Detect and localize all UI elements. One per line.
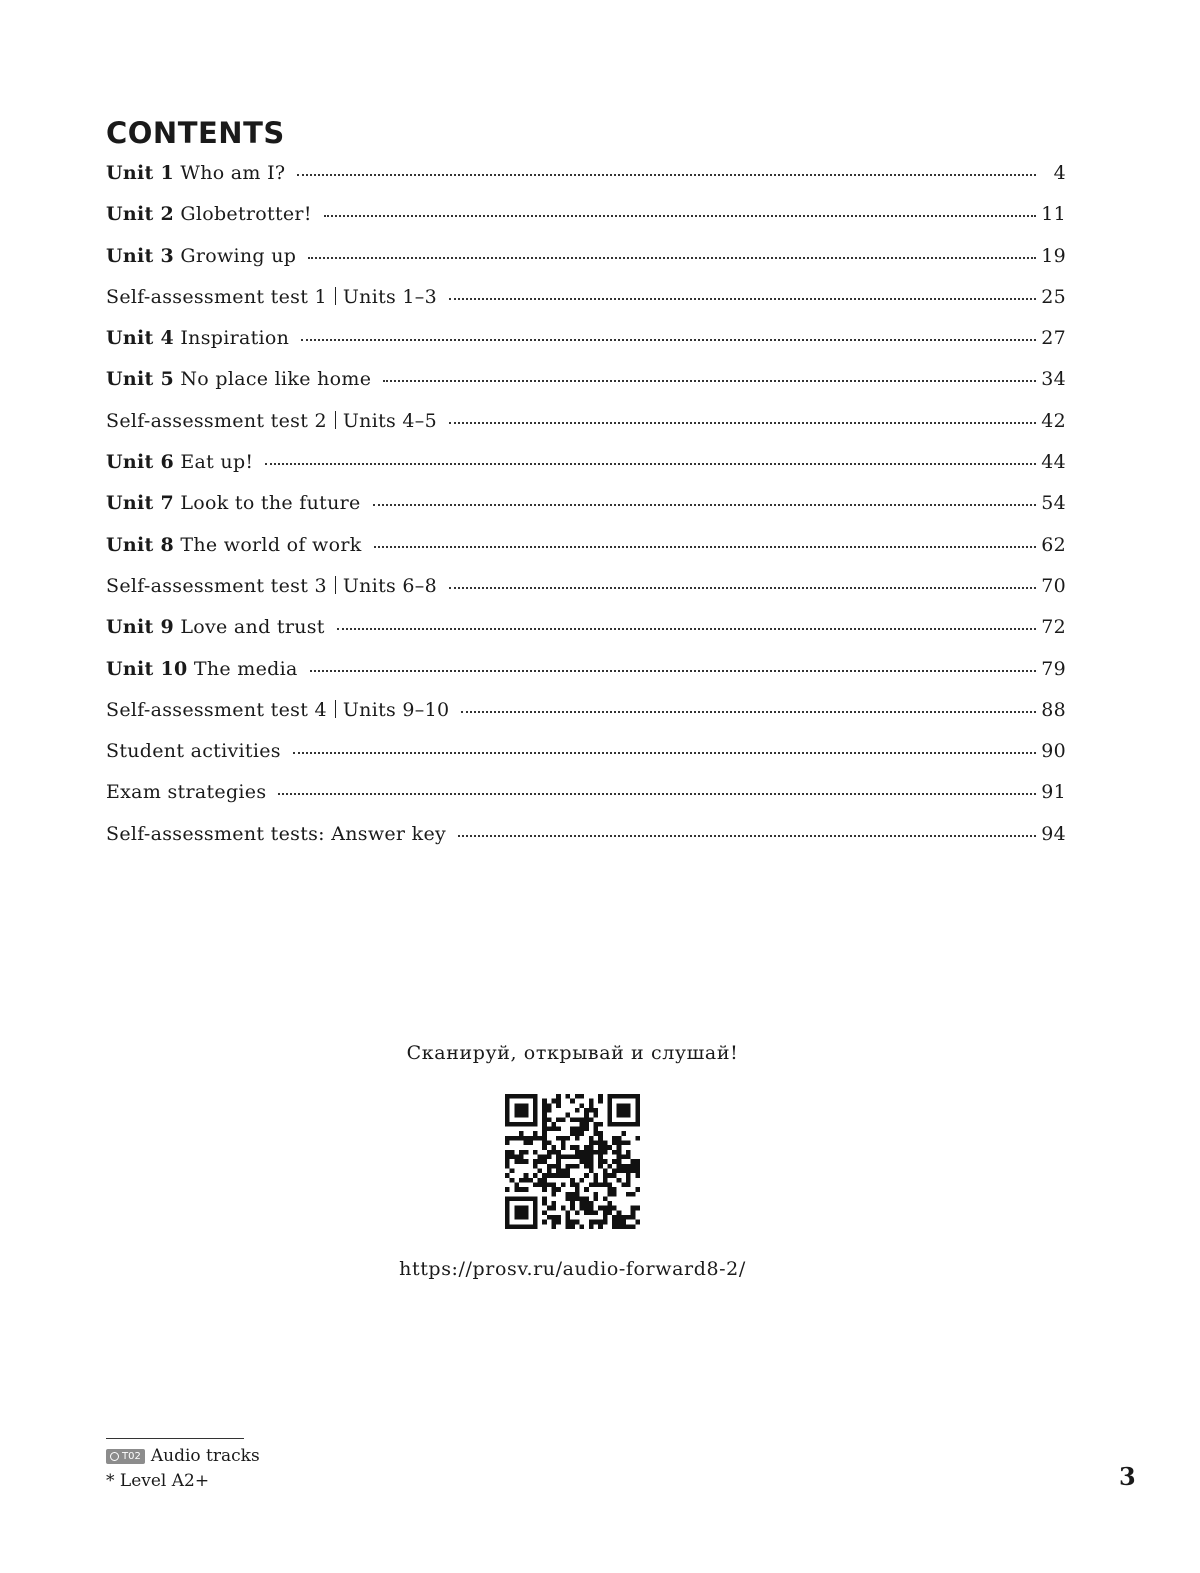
toc-unit-number: Unit 3: [106, 244, 175, 267]
toc-unit-number: Unit 10: [106, 657, 188, 680]
toc-separator: [335, 411, 336, 429]
toc-entry: [106, 492, 361, 514]
toc-entry-units: Units 9–10: [342, 698, 450, 721]
toc-row[interactable]: [106, 823, 1066, 864]
footnote-divider: [106, 1438, 244, 1439]
toc-row[interactable]: [106, 368, 1066, 409]
toc-entry-title: Look to the future: [180, 492, 361, 515]
toc-entry-title: Self-assessment test 3: [106, 574, 327, 597]
toc-entry-title: Eat up!: [180, 451, 254, 474]
toc-page-number: 72: [1041, 616, 1066, 639]
toc-row[interactable]: [106, 781, 1066, 822]
toc-entry: [106, 781, 266, 803]
toc-unit-number: Unit 7: [106, 492, 175, 515]
toc-entry-title: No place like home: [180, 368, 372, 391]
toc-entry-title: The world of work: [180, 533, 362, 556]
toc-entry: [106, 534, 362, 556]
toc-separator: [335, 576, 336, 594]
toc-entry: [106, 162, 285, 184]
toc-row[interactable]: [106, 740, 1066, 781]
toc-entry-units: Units 4–5: [342, 409, 437, 432]
toc-page-number: 34: [1041, 368, 1066, 391]
toc-dot-leader: [293, 750, 1036, 754]
audio-badge-label: T02: [122, 1450, 141, 1462]
toc-row[interactable]: [106, 575, 1066, 616]
toc-entry: [106, 203, 312, 225]
toc-row[interactable]: [106, 410, 1066, 451]
toc-dot-leader: [308, 255, 1036, 259]
toc-entry: [106, 740, 281, 762]
toc-page-number: 19: [1041, 244, 1066, 267]
audio-tracks-label: Audio tracks: [150, 1446, 260, 1466]
toc-unit-number: Unit 1: [106, 162, 175, 184]
toc-entry-units: Units 1–3: [342, 285, 437, 308]
toc-unit-number: Unit 6: [106, 451, 175, 474]
toc-row[interactable]: [106, 699, 1066, 740]
toc-page-number: 44: [1041, 451, 1066, 474]
toc-entry: [106, 699, 449, 721]
toc-entry: [106, 575, 437, 597]
toc-dot-leader: [374, 544, 1036, 548]
toc-page-number: 88: [1041, 698, 1066, 721]
toc-page-number: 79: [1041, 657, 1066, 680]
qr-code-icon[interactable]: [505, 1094, 640, 1229]
toc-page-number: 54: [1041, 492, 1066, 515]
toc-page-number: 91: [1041, 781, 1066, 804]
toc-row[interactable]: [106, 451, 1066, 492]
toc-dot-leader: [449, 585, 1036, 589]
toc-entry-title: Exam strategies: [106, 781, 267, 804]
toc-page-number: 42: [1041, 409, 1066, 432]
toc-dot-leader: [449, 296, 1036, 300]
toc-dot-leader: [310, 668, 1036, 672]
page-title: CONTENTS: [106, 116, 285, 150]
level-note: * Level A2+: [106, 1471, 210, 1491]
toc-unit-number: Unit 4: [106, 327, 175, 350]
toc-page-number: 25: [1041, 285, 1066, 308]
toc-row[interactable]: [106, 203, 1066, 244]
toc-entry-title: Who am I?: [180, 162, 286, 184]
toc-entry: [106, 245, 296, 267]
toc-entry-title: Student activities: [106, 740, 281, 763]
toc-dot-leader: [373, 502, 1036, 506]
toc-row[interactable]: [106, 492, 1066, 533]
toc-entry-title: Self-assessment tests: Answer key: [106, 822, 447, 845]
audio-tracks-note: [106, 1446, 260, 1466]
toc-entry: [106, 368, 371, 390]
toc-entry-title: Self-assessment test 4: [106, 698, 327, 721]
toc-page-number: 62: [1041, 533, 1066, 556]
toc-entry-title: Love and trust: [180, 616, 325, 639]
audio-badge: [106, 1449, 145, 1464]
toc-dot-leader: [458, 833, 1036, 837]
toc-entry-title: The media: [193, 657, 298, 680]
page-number: 3: [1119, 1462, 1136, 1491]
toc-page-number: 94: [1041, 822, 1066, 845]
toc-row[interactable]: [106, 162, 1066, 203]
audio-url-link[interactable]: https://prosv.ru/audio-forward8-2/: [399, 1258, 746, 1280]
toc-row[interactable]: [106, 286, 1066, 327]
toc-row[interactable]: [106, 245, 1066, 286]
toc-row[interactable]: [106, 616, 1066, 657]
toc-row[interactable]: [106, 658, 1066, 699]
toc-dot-leader: [337, 626, 1036, 630]
table-of-contents: [106, 162, 1066, 864]
toc-entry: [106, 327, 289, 349]
toc-dot-leader: [383, 378, 1036, 382]
toc-dot-leader: [265, 461, 1036, 465]
toc-entry: [106, 451, 253, 473]
toc-entry: [106, 410, 437, 432]
disc-icon: [110, 1452, 119, 1461]
toc-row[interactable]: [106, 327, 1066, 368]
toc-entry-title: Inspiration: [180, 327, 290, 350]
toc-entry-units: Units 6–8: [342, 574, 437, 597]
toc-separator: [335, 700, 336, 718]
toc-entry-title: Self-assessment test 2: [106, 409, 327, 432]
toc-entry: [106, 286, 437, 308]
toc-page-number: 70: [1041, 574, 1066, 597]
toc-entry-title: Self-assessment test 1: [106, 285, 327, 308]
scan-caption: Сканируй, открывай и слушай!: [406, 1042, 739, 1064]
toc-dot-leader: [301, 337, 1036, 341]
toc-entry: [106, 658, 298, 680]
toc-unit-number: Unit 5: [106, 368, 175, 391]
toc-dot-leader: [324, 213, 1036, 217]
toc-unit-number: Unit 8: [106, 533, 175, 556]
toc-page-number: 27: [1041, 327, 1066, 350]
toc-unit-number: Unit 9: [106, 616, 175, 639]
toc-page-number: 4: [1053, 162, 1066, 184]
toc-dot-leader: [297, 172, 1036, 176]
toc-row[interactable]: [106, 534, 1066, 575]
toc-entry-title: Growing up: [180, 244, 297, 267]
toc-entry: [106, 616, 325, 638]
toc-page-number: 11: [1041, 203, 1066, 226]
toc-separator: [335, 287, 336, 305]
toc-entry: [106, 823, 446, 845]
toc-unit-number: Unit 2: [106, 203, 175, 226]
toc-entry-title: Globetrotter!: [180, 203, 312, 226]
toc-dot-leader: [461, 709, 1036, 713]
toc-dot-leader: [449, 420, 1036, 424]
toc-page-number: 90: [1041, 740, 1066, 763]
toc-dot-leader: [278, 791, 1036, 795]
